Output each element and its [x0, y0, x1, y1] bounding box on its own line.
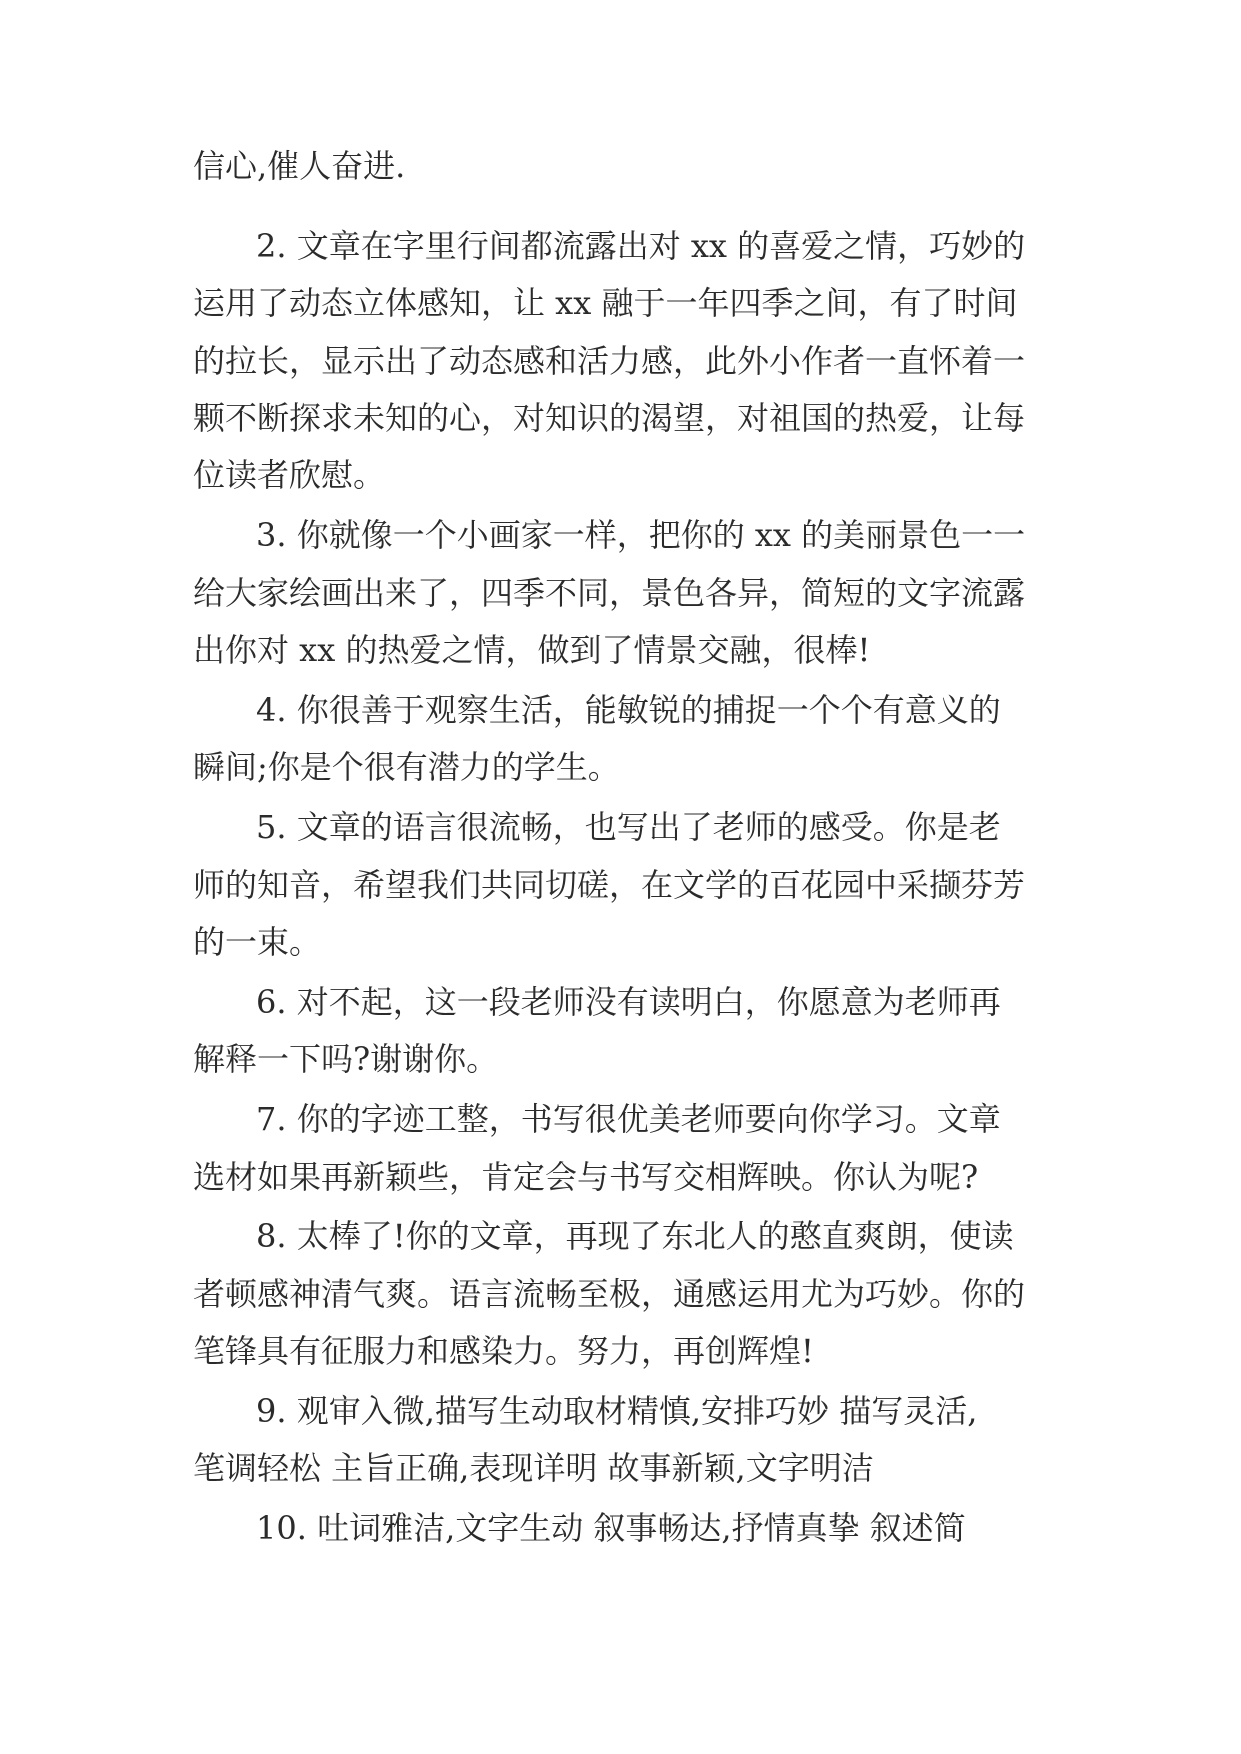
text-line: 选材如果再新颖些，肯定会与书写交相辉映。你认为呢? — [193, 1158, 979, 1196]
text-line: 师的知音，希望我们共同切磋，在文学的百花园中采撷芬芳 — [193, 866, 1026, 904]
paragraph-3-line: 3. 你就像一个小画家一样，把你的 xx 的美丽景色一一 — [256, 516, 1026, 554]
paragraph-8-line: 8. 太棒了!你的文章，再现了东北人的憨直爽朗，使读 — [256, 1217, 1014, 1255]
text-line: 者顿感神清气爽。语言流畅至极，通感运用尤为巧妙。你的 — [193, 1275, 1026, 1313]
paragraph-10-line: 10. 吐词雅洁,文字生动 叙事畅达,抒情真挚 叙述简 — [256, 1509, 966, 1547]
text-line: 的一束。 — [193, 923, 322, 961]
text-line: 的拉长，显示出了动态感和活力感，此外小作者一直怀着一 — [193, 342, 1026, 380]
paragraph-2-line: 2. 文章在字里行间都流露出对 xx 的喜爱之情，巧妙的 — [256, 227, 1026, 265]
paragraph-9-line: 9. 观审入微,描写生动取材精慎,安排巧妙 描写灵活, — [256, 1392, 978, 1430]
text-line: 解释一下吗?谢谢你。 — [193, 1040, 499, 1078]
text-line: 瞬间;你是个很有潜力的学生。 — [193, 748, 620, 786]
paragraph-5-line: 5. 文章的语言很流畅，也写出了老师的感受。你是老 — [256, 808, 1001, 846]
text-line: 位读者欣慰。 — [193, 456, 386, 494]
text-line: 运用了动态立体感知，让 xx 融于一年四季之间，有了时间 — [193, 284, 1018, 322]
text-line: 颗不断探求未知的心，对知识的渴望，对祖国的热爱，让每 — [193, 399, 1026, 437]
paragraph-6-line: 6. 对不起，这一段老师没有读明白，你愿意为老师再 — [256, 983, 1001, 1021]
text-line: 出你对 xx 的热爱之情，做到了情景交融，很棒! — [193, 631, 871, 669]
text-line: 笔锋具有征服力和感染力。努力，再创辉煌! — [193, 1332, 814, 1370]
text-line: 给大家绘画出来了，四季不同，景色各异，简短的文字流露 — [193, 574, 1026, 612]
paragraph-4-line: 4. 你很善于观察生活，能敏锐的捕捉一个个有意义的 — [256, 691, 1001, 729]
text-line: 信心,催人奋进. — [193, 147, 406, 185]
text-line: 笔调轻松 主旨正确,表现详明 故事新颖,文字明洁 — [193, 1449, 874, 1487]
paragraph-7-line: 7. 你的字迹工整，书写很优美老师要向你学习。文章 — [256, 1100, 1001, 1138]
